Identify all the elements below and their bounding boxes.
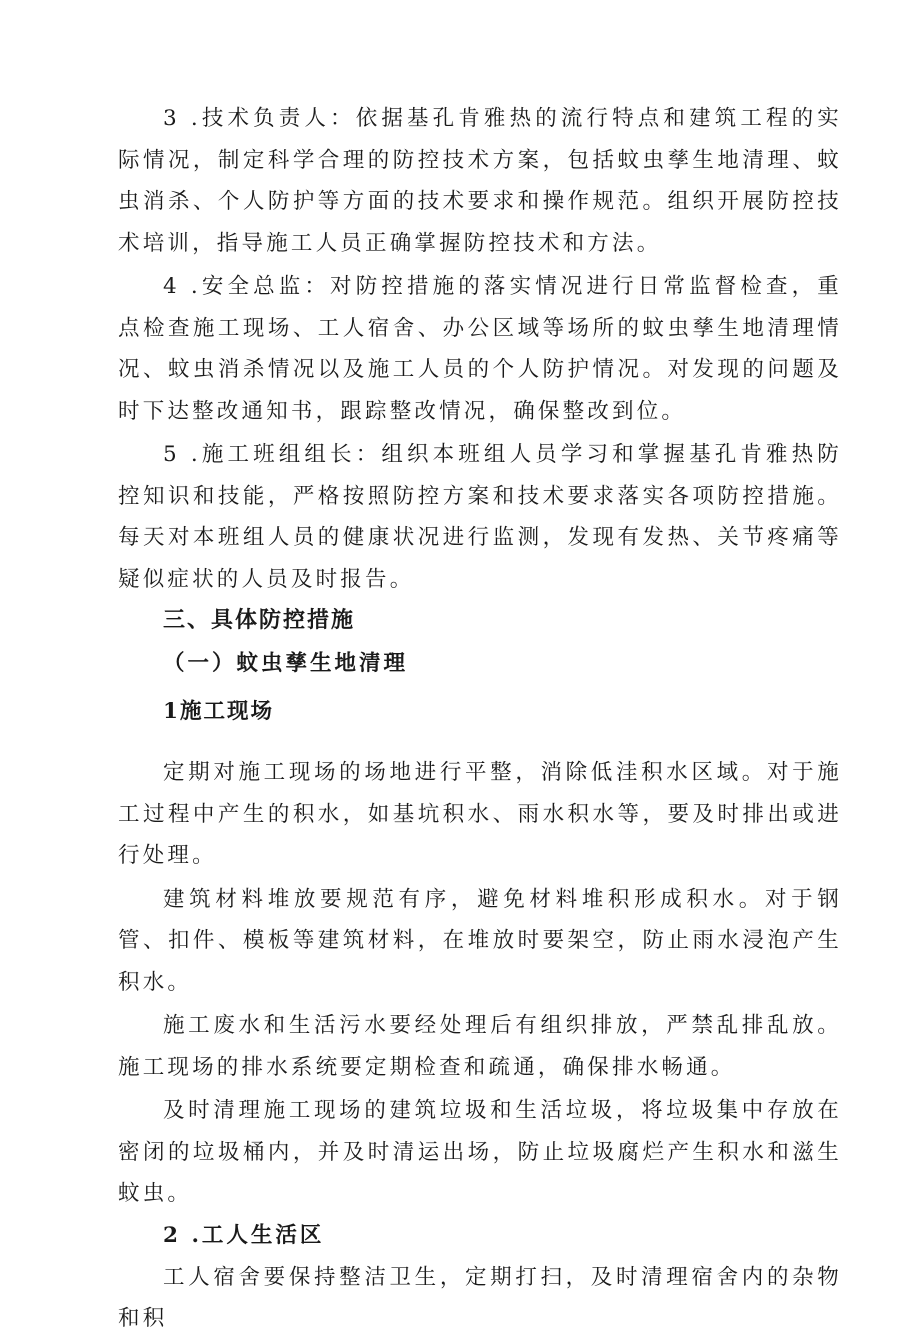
section-heading: 三、具体防控措施: [163, 608, 356, 633]
paragraph-dormitory: 工人宿舍要保持整洁卫生，定期打扫，及时清理宿舍内的杂物和积: [118, 1264, 842, 1331]
paragraph-technical-lead: 3 .技术负责人：依据基孔肯雅热的流行特点和建筑工程的实际情况，制定科学合理的防控技术方案，包括蚊虫孳生地清理、蚊虫消杀、个人防护等方面的技术要求和操作规范。组织开展防控技术培训，指导施工人员正确掌握防控技术和方法。: [118, 106, 842, 256]
item-heading-construction-site: 1施工现场: [163, 699, 274, 724]
paragraph-material-storage: 建筑材料堆放要规范有序，避免材料堆积形成积水。对于钢管、扣件、模板等建筑材料，在堆放时要架空，防止雨水浸泡产生积水。: [118, 886, 842, 995]
paragraph-safety-director: 4 .安全总监：对防控措施的落实情况进行日常监督检查，重点检查施工现场、工人宿舍、办公区域等场所的蚊虫孳生地清理情况、蚊虫消杀情况以及施工人员的个人防护情况。对发现的问题及时下达整改通知书，跟踪整改情况，确保整改到位。: [118, 274, 842, 424]
item-heading-living-area: 2 .工人生活区: [163, 1222, 325, 1248]
paragraph-site-leveling: 定期对施工现场的场地进行平整，消除低洼积水区域。对于施工过程中产生的积水，如基坑积水、雨水积水等，要及时排出或进行处理。: [118, 760, 842, 868]
paragraph-wastewater: 施工废水和生活污水要经处理后有组织排放，严禁乱排乱放。施工现场的排水系统要定期检查和疏通，确保排水畅通。: [118, 1013, 842, 1080]
paragraph-team-leader: 5 .施工班组组长：组织本班组人员学习和掌握基孔肯雅热防控知识和技能，严格按照防控方案和技术要求落实各项防控措施。每天对本班组人员的健康状况进行监测，发现有发热、关节疼痛等疑似症状的人员及时报告。: [118, 442, 842, 592]
subsection-heading: （一）蚊虫孳生地清理: [163, 651, 409, 676]
paragraph-garbage: 及时清理施工现场的建筑垃圾和生活垃圾，将垃圾集中存放在密闭的垃圾桶内，并及时清运出场，防止垃圾腐烂产生积水和滋生蚊虫。: [118, 1098, 842, 1206]
document-body: [118, 98, 842, 1340]
